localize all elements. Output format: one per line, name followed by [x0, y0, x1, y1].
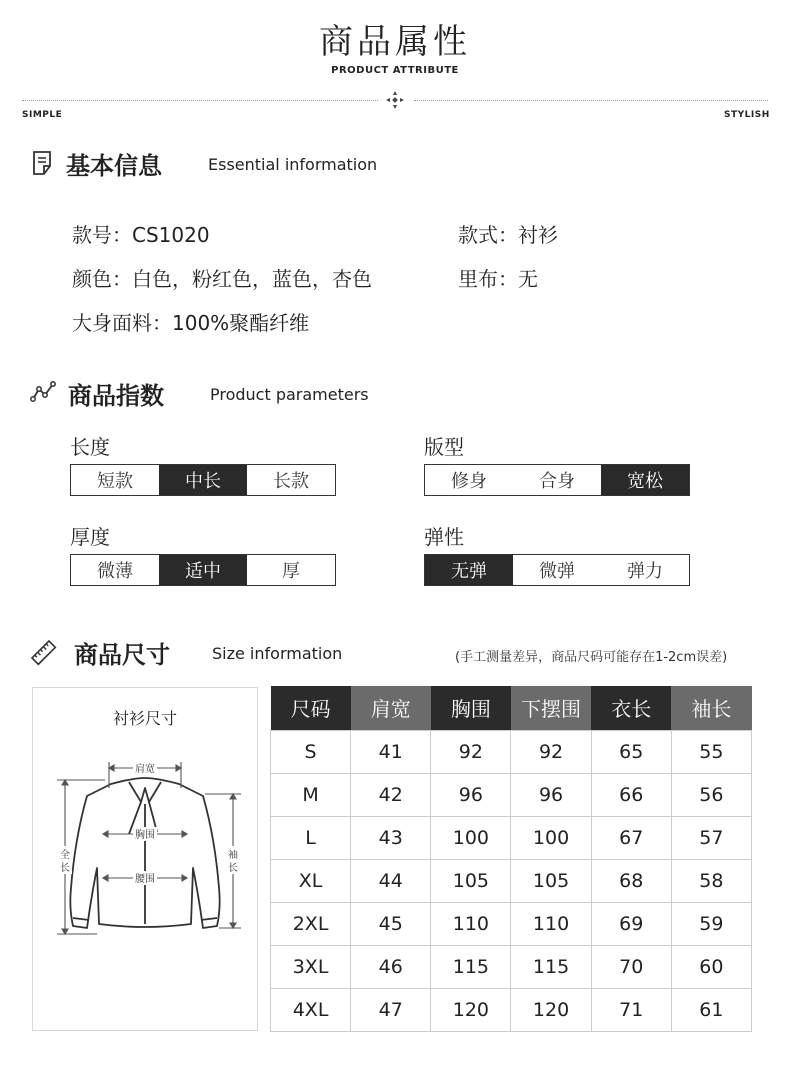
param-length-label: 长度: [70, 435, 110, 459]
param-thickness-option: 厚: [282, 561, 300, 582]
param-fit-option: 修身: [451, 471, 487, 492]
section-subtitle-size: Size information: [212, 644, 343, 663]
cell-chest: 105: [431, 859, 511, 902]
cell-size: 2XL: [271, 902, 351, 945]
header-sleeve: 袖长: [671, 686, 751, 730]
info-style: 款式：衬衫: [458, 223, 558, 247]
cell-chest: 92: [431, 730, 511, 773]
cell-sleeve: 57: [671, 816, 751, 859]
size-note: (手工测量差异，商品尺码可能存在1-2cm误差): [455, 650, 728, 665]
cell-hem: 100: [511, 816, 591, 859]
cell-shoulder: 41: [351, 730, 431, 773]
table-row: [271, 773, 752, 816]
cell-hem: 110: [511, 902, 591, 945]
shoulder-label: 肩宽: [135, 764, 155, 775]
cell-shoulder: 47: [351, 988, 431, 1031]
chest-label: 胸围: [135, 830, 155, 841]
section-title-params: 商品指数: [68, 382, 164, 410]
page-subtitle: PRODUCT ATTRIBUTE: [331, 65, 459, 76]
length-label-top: 全: [60, 850, 70, 861]
info-fabric: 大身面料：100%聚酯纤维: [72, 311, 310, 335]
param-thickness-option-selected: 适中: [159, 555, 247, 585]
ornament-icon: [386, 91, 404, 109]
cell-shoulder: 43: [351, 816, 431, 859]
cell-size: M: [271, 773, 351, 816]
cell-sleeve: 58: [671, 859, 751, 902]
param-length-scale: [70, 464, 336, 496]
param-elasticity-scale: [424, 554, 690, 586]
length-label-bottom: 长: [60, 863, 70, 874]
header-length: 衣长: [591, 686, 671, 730]
param-length-option-selected: 中长: [159, 465, 247, 495]
param-fit-option-selected: 宽松: [601, 465, 689, 495]
header-size: 尺码: [271, 686, 351, 730]
cell-length: 65: [591, 730, 671, 773]
info-color: 颜色：白色，粉红色，蓝色，杏色: [72, 267, 372, 291]
section-subtitle-params: Product parameters: [210, 385, 369, 404]
cell-length: 71: [591, 988, 671, 1031]
cell-size: XL: [271, 859, 351, 902]
table-row: [271, 945, 752, 988]
cell-size: L: [271, 816, 351, 859]
cell-shoulder: 42: [351, 773, 431, 816]
shirt-diagram-title: 衬衫尺寸: [112, 709, 177, 728]
param-elasticity-option: 微弹: [539, 561, 575, 582]
param-fit-label: 版型: [424, 435, 464, 459]
cell-length: 70: [591, 945, 671, 988]
cell-hem: 105: [511, 859, 591, 902]
sleeve-label-bottom: 长: [228, 863, 238, 874]
cell-hem: 96: [511, 773, 591, 816]
cell-chest: 100: [431, 816, 511, 859]
cell-size: S: [271, 730, 351, 773]
divider-right: [414, 100, 768, 101]
document-icon: [30, 150, 56, 176]
stylish-label: STYLISH: [724, 110, 770, 120]
cell-size: 3XL: [271, 945, 351, 988]
header-hem: 下摆围: [511, 686, 591, 730]
cell-shoulder: 44: [351, 859, 431, 902]
param-thickness-scale: [70, 554, 336, 586]
param-elasticity-option: 弹力: [627, 561, 663, 582]
divider-left: [22, 100, 378, 101]
param-fit-option: 合身: [539, 471, 575, 492]
cell-hem: 92: [511, 730, 591, 773]
table-row: [271, 859, 752, 902]
cell-chest: 96: [431, 773, 511, 816]
param-length-option: 长款: [273, 471, 309, 492]
cell-length: 66: [591, 773, 671, 816]
header-shoulder: 肩宽: [351, 686, 431, 730]
cell-hem: 120: [511, 988, 591, 1031]
section-title-basic: 基本信息: [66, 152, 162, 180]
table-row: [271, 730, 752, 773]
table-row: [271, 988, 752, 1031]
cell-sleeve: 55: [671, 730, 751, 773]
page-title: 商品属性: [319, 22, 471, 62]
param-fit-scale: [424, 464, 690, 496]
info-lining: 里布：无: [458, 267, 538, 291]
section-title-size: 商品尺寸: [74, 641, 170, 669]
cell-chest: 110: [431, 902, 511, 945]
cell-hem: 115: [511, 945, 591, 988]
cell-chest: 115: [431, 945, 511, 988]
ruler-icon: [30, 639, 58, 667]
waist-label: 腰围: [135, 874, 155, 885]
param-elasticity-label: 弹性: [424, 525, 464, 549]
cell-size: 4XL: [271, 988, 351, 1031]
table-row: [271, 816, 752, 859]
info-style-no: 款号：CS1020: [72, 223, 210, 247]
cell-sleeve: 60: [671, 945, 751, 988]
cell-length: 67: [591, 816, 671, 859]
param-thickness-option: 微薄: [97, 561, 133, 582]
cell-shoulder: 45: [351, 902, 431, 945]
cell-sleeve: 61: [671, 988, 751, 1031]
param-elasticity-option-selected: 无弹: [425, 555, 513, 585]
cell-length: 69: [591, 902, 671, 945]
shirt-diagram-panel: [32, 687, 258, 1031]
cell-chest: 120: [431, 988, 511, 1031]
section-subtitle-basic: Essential information: [208, 155, 378, 174]
header-chest: 胸围: [431, 686, 511, 730]
size-table-header: [271, 686, 752, 730]
simple-label: SIMPLE: [22, 110, 63, 120]
cell-shoulder: 46: [351, 945, 431, 988]
param-length-option: 短款: [97, 471, 133, 492]
shirt-diagram: [33, 748, 257, 948]
line-chart-icon: [30, 379, 56, 405]
cell-length: 68: [591, 859, 671, 902]
sleeve-label-top: 袖: [228, 850, 238, 861]
cell-sleeve: 59: [671, 902, 751, 945]
param-thickness-label: 厚度: [70, 525, 110, 549]
table-row: [271, 902, 752, 945]
size-table: [270, 686, 752, 1032]
cell-sleeve: 56: [671, 773, 751, 816]
